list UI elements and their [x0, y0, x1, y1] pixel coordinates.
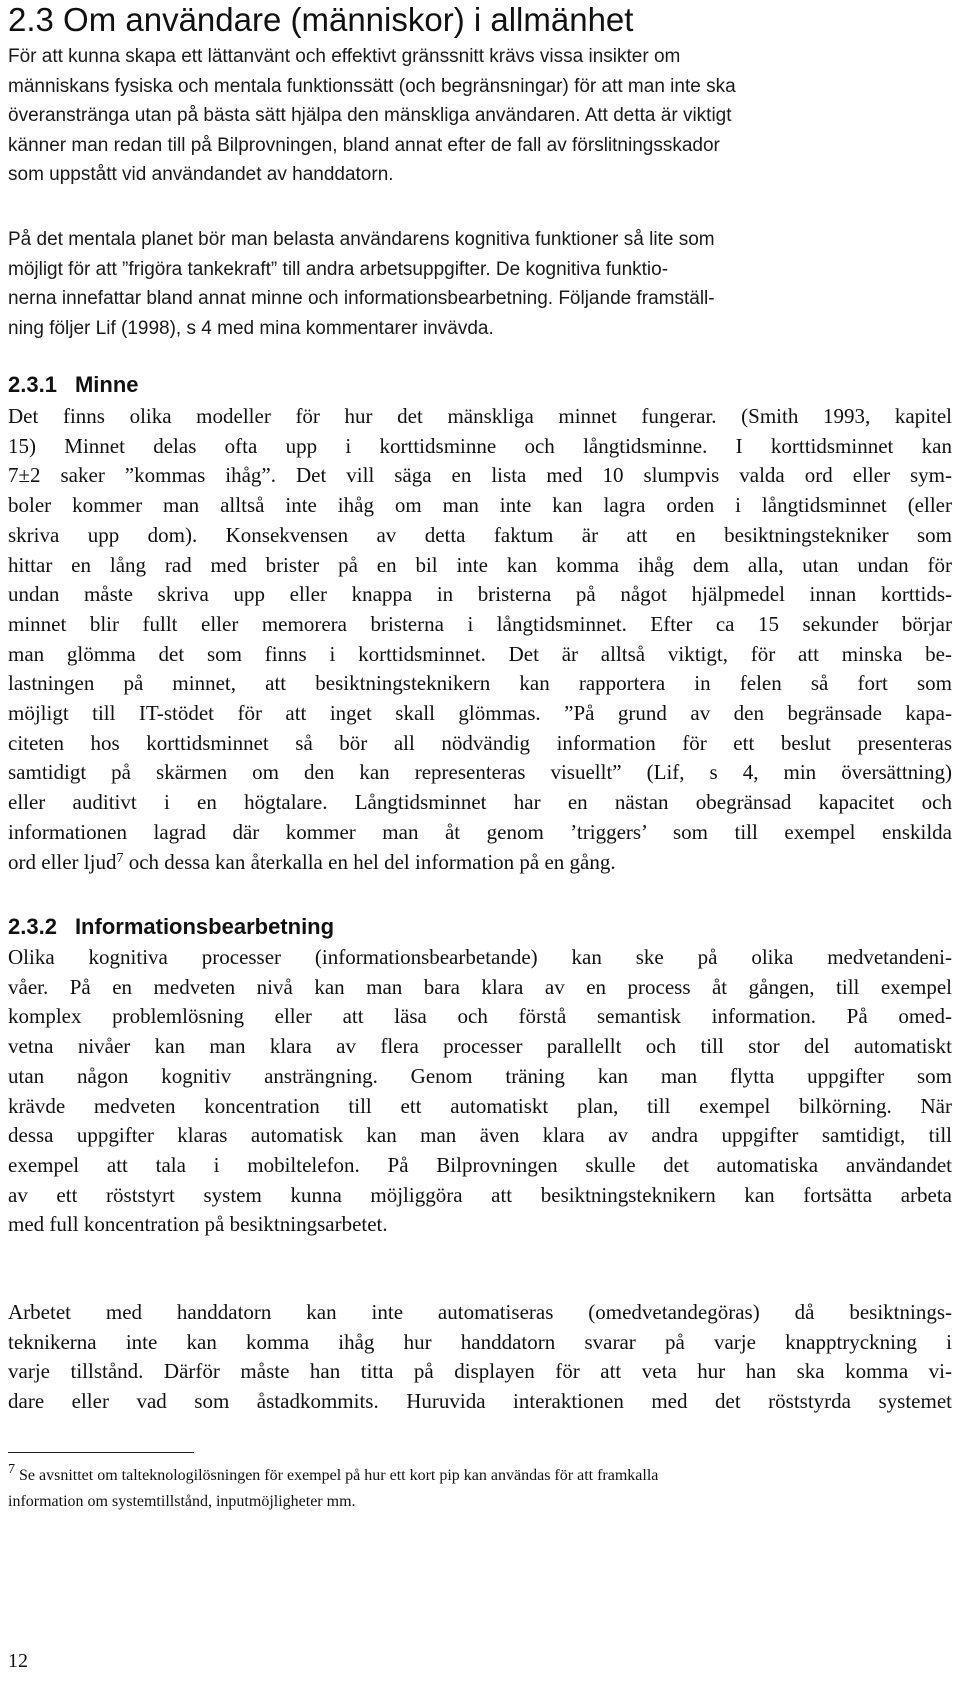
info-line: vetna nivåer kan man klara av flera processer parallellt och till stor del automatiskt	[8, 1034, 952, 1059]
handdator-line: varje tillstånd. Därför måste han titta på displayen för att veta hur han ska komma vi-	[8, 1359, 952, 1384]
minne-line: hittar en lång rad med brister på en bil inte kan komma ihåg dem alla, utan undan för	[8, 552, 952, 577]
info-line: med full koncentration på besiktningsarbetet.	[8, 1212, 388, 1237]
minne-line: möjligt till IT-stödet för att inget skall glömmas. ”På grund av den begränsade kapa-	[8, 701, 952, 726]
minne-line: samtidigt på skärmen om den kan representeras visuellt” (Lif, s 4, min översättning)	[8, 760, 952, 785]
intro-paragraph	[8, 42, 736, 190]
info-line: Olika kognitiva processer (informationsbearbetande) kan ske på olika medvetandeni-	[8, 945, 952, 969]
minne-line: informationen lagrad där kommer man åt genom ’triggers’ som till exempel enskilda	[8, 819, 952, 844]
info-line: utan någon kognitiv ansträngning. Genom träning kan man flytta uppgifter som	[8, 1063, 952, 1088]
handdator-line: dare eller vad som åstadkommits. Huruvida interaktionen med det röststyrda systemet	[8, 1389, 952, 1414]
info-line: exempel att tala i mobiltelefon. På Bilprovningen skulle det automatiska användandet	[8, 1152, 952, 1177]
info-line: komplex problemlösning eller att läsa och förstå semantisk information. På omed-	[8, 1004, 952, 1029]
minne-paragraph	[8, 402, 952, 877]
info-heading-title: Informationsbearbetning	[74, 914, 335, 939]
info-line: av ett röststyrt system kunna möjliggöra att besiktningsteknikern kan fortsätta arbeta	[8, 1182, 952, 1207]
intro-line: känner man redan till på Bilprovningen, bland annat efter de fall av förslitningsskador	[8, 134, 720, 156]
intro-line: För att kunna skapa ett lättanvänt och effektivt gränssnitt krävs vissa insikter om	[8, 46, 681, 67]
minne-last-text: ord eller ljud	[8, 849, 117, 874]
minne-heading-number: 2.3.1	[8, 372, 57, 397]
minne-line: boler kommer man alltså inte ihåg om man inte kan lagra orden i långtidsminnet (eller	[8, 493, 952, 518]
intro-line: överanstränga utan på bästa sätt hjälpa den mänskliga användaren. Att detta är viktigt	[8, 105, 732, 126]
minne-heading	[8, 371, 139, 399]
mental-line: möjligt för att ”frigöra tankekraft” till andra arbetsuppgifter. De kognitiva funktio-	[8, 258, 669, 280]
info-line: våer. På en medveten nivå kan man bara klara av en process åt gången, till exempel	[8, 974, 952, 999]
handdator-paragraph	[8, 1298, 952, 1417]
section-title: Om användare (människor) i allmänhet	[63, 1, 634, 38]
minne-line: 15) Minnet delas ofta upp i korttidsminne och långtidsminne. I korttidsminnet kan	[8, 433, 952, 458]
minne-last-text-after: och dessa kan återkalla en hel del information på en gång.	[123, 849, 616, 874]
mental-paragraph	[8, 225, 715, 343]
info-line: dessa uppgifter klaras automatisk kan man även klara av andra uppgifter samtidigt, till	[8, 1123, 952, 1148]
minne-line: Det finns olika modeller för hur det mänskliga minnet fungerar. (Smith 1993, kapitel	[8, 404, 952, 428]
minne-heading-title: Minne	[74, 372, 139, 397]
footnote-line: information om systemtillstånd, inputmöjligheter mm.	[8, 1493, 356, 1510]
minne-line: 7±2 saker ”kommas ihåg”. Det vill säga en lista med 10 slumpvis valda ord eller sym-	[8, 463, 952, 488]
minne-line-last	[8, 848, 952, 878]
intro-line: som uppstått vid användandet av handdatorn.	[8, 164, 394, 185]
minne-line: man glömma det som finns i korttidsminnet. Det är alltså viktigt, för att minska be-	[8, 641, 952, 666]
section-heading	[8, 0, 633, 40]
info-paragraph	[8, 943, 952, 1240]
handdator-line: teknikerna inte kan komma ihåg hur handdatorn svarar på varje knapptryckning i	[8, 1329, 952, 1354]
intro-line: människans fysiska och mentala funktionssätt (och begränsningar) för att man inte ska	[8, 75, 736, 97]
minne-line: undan måste skriva upp eller knappa in bristerna på något hjälpmedel innan korttids-	[8, 582, 952, 607]
footnote-number: 7	[8, 1462, 15, 1477]
handdator-line: Arbetet med handdatorn kan inte automatiseras (omedvetandegöras) då besiktnings-	[8, 1300, 952, 1324]
mental-line: På det mentala planet bör man belasta användarens kognitiva funktioner så lite som	[8, 229, 715, 250]
info-heading-number: 2.3.2	[8, 914, 57, 939]
page-number: 12	[8, 1650, 28, 1672]
footnote-line	[8, 1463, 658, 1489]
minne-line: citeten hos korttidsminnet så bör all nödvändig information för ett beslut presenteras	[8, 730, 952, 755]
footnote-separator	[8, 1452, 194, 1453]
info-line: krävde medveten koncentration till ett automatiskt plan, till exempel bilkörning. När	[8, 1093, 952, 1118]
minne-line: minnet blir fullt eller memorera bristerna i långtidsminnet. Efter ca 15 sekunder börjar	[8, 611, 952, 636]
minne-line: lastningen på minnet, att besiktningsteknikern kan rapportera in felen så fort som	[8, 671, 952, 696]
section-number: 2.3	[8, 1, 54, 38]
info-heading	[8, 913, 334, 941]
footnote-text: Se avsnittet om talteknologilösningen för exempel på hur ett kort pip kan användas för att framkalla	[15, 1467, 659, 1484]
minne-line: eller auditivt i en högtalare. Långtidsminnet har en nästan obegränsad kapacitet och	[8, 790, 952, 815]
mental-line: ning följer Lif (1998), s 4 med mina kommentarer invävda.	[8, 317, 494, 339]
footnote	[8, 1463, 658, 1515]
footnote-reference: 7	[116, 850, 124, 866]
mental-line: nerna innefattar bland annat minne och informationsbearbetning. Följande framställ-	[8, 288, 715, 309]
minne-line: skriva upp dom). Konsekvensen av detta faktum är att en besiktningstekniker som	[8, 522, 952, 547]
